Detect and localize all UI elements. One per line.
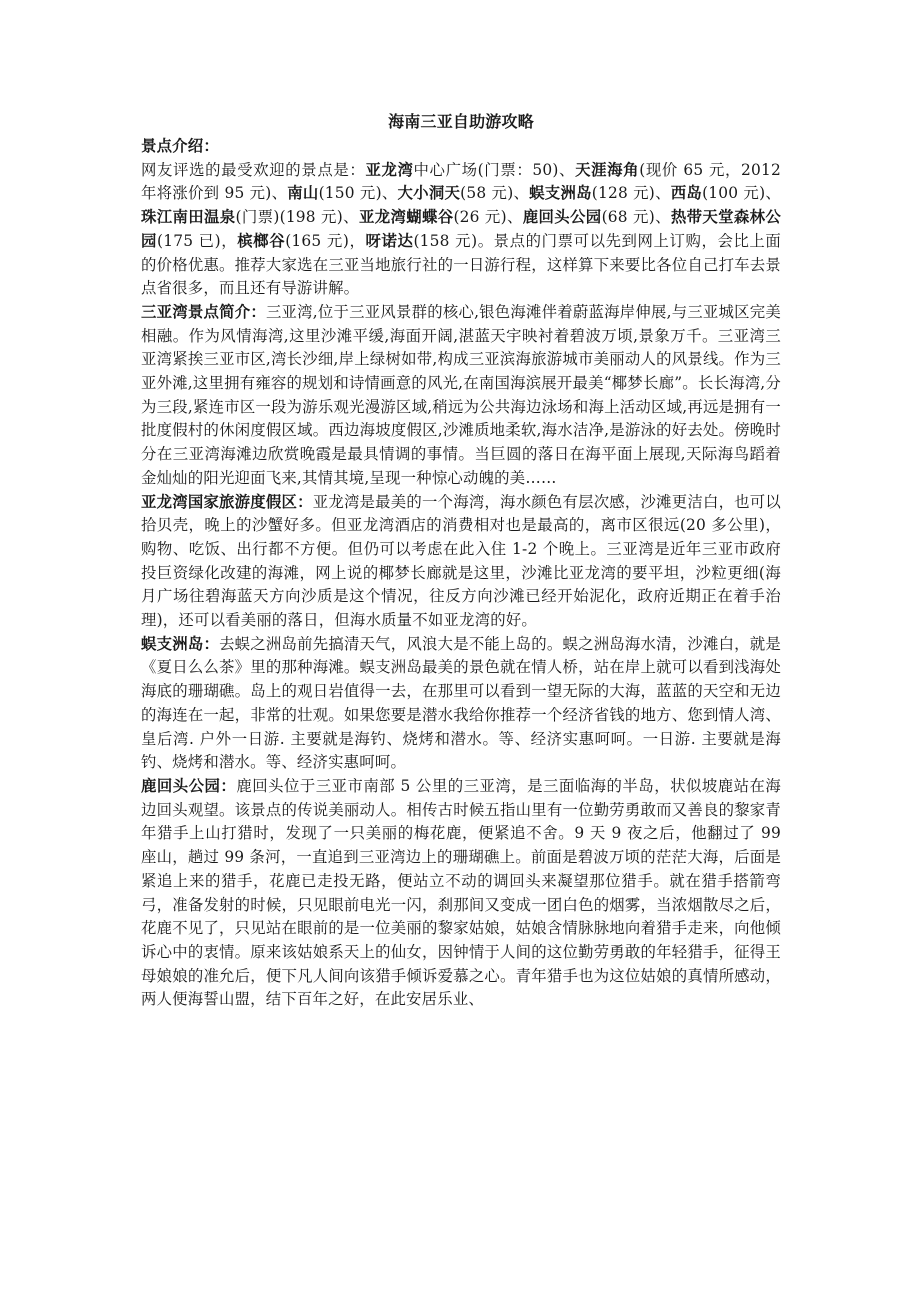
- document-title: 海南三亚自助游攻略: [388, 112, 534, 131]
- section-text: 亚龙湾是最美的一个海湾，海水颜色有层次感，沙滩更洁白，也可以拾贝壳，晚上的沙蟹好多。但亚龙湾酒店的消费相对也是最高的，离市区很远(20 多公里)，购物、吃饭、出行都不方便。但仍可以考虑在此入住 1-2 个晚上。三亚湾是近年三亚市政府投巨资绿化改建的海滩，网上说的椰梦长廊就是这里，沙滩比亚龙湾的要平坦，沙粒更细(海月广场往碧海蓝天方向沙质是这个情况，往反方向沙滩已经开始泥化，政府近期正在着手治理)，还可以看美丽的落日，但海水质量不如亚龙湾的好。: [141, 492, 781, 630]
- section-yalong-bay: [141, 491, 781, 633]
- attraction-name: 亚龙湾: [365, 160, 414, 179]
- intro-run: 中心广场(门票：50)、: [413, 160, 576, 179]
- section-text: 去蜈之洲岛前先搞清天气，风浪大是不能上岛的。蜈之洲岛海水清，沙滩白，就是《夏日么么茶》里的那种海滩。蜈支洲岛最美的景色就在情人桥，站在岸上就可以看到浅海处海底的珊瑚礁。岛上的观日岩值得一去，在那里可以看到一望无际的大海，蓝蓝的天空和无边的海连在一起，非常的壮观。如果您要是潜水我给你推荐一个经济省钱的地方、您到情人湾、皇后湾. 户外一日游. 主要就是海钓、烧烤和潜水。等、经济实惠呵呵。一日游. 主要就是海钓、烧烤和潜水。等、经济实惠呵呵。: [141, 634, 781, 772]
- intro-run: 网友评选的最受欢迎的景点是：: [141, 160, 366, 179]
- attraction-name: 亚龙湾蝴蝶谷: [358, 208, 454, 227]
- intro-run: (100 元)、: [702, 184, 781, 203]
- intro-run: (150 元)、: [318, 184, 398, 203]
- intro-run: (68 元)、: [601, 208, 671, 227]
- section-heading: 鹿回头公园：: [141, 776, 237, 795]
- intro-run: (175 已)，: [157, 231, 238, 250]
- section-sanya-bay: [141, 301, 781, 491]
- section-heading: 三亚湾景点简介：: [141, 302, 266, 321]
- intro-paragraph: [141, 135, 781, 301]
- section-luhuitou-park: [141, 775, 781, 1012]
- attraction-name: 天涯海角: [575, 160, 640, 179]
- attraction-name: 呀诺达: [365, 231, 414, 250]
- attraction-name: 蜈支洲岛: [529, 184, 592, 203]
- intro-run: (158 元)。景点的门票可以先到网上订购，会比上面的价格优惠。推荐大家选在三亚当地旅行社的一日游行程，这样算下来要比各位自己打车去景点省很多，而且还有导游讲解。: [141, 231, 782, 298]
- intro-heading: 景点介绍：: [141, 137, 219, 155]
- intro-run: (门票)(198 元)、: [235, 208, 359, 227]
- intro-text: [141, 161, 781, 298]
- attraction-name: 西岛: [670, 184, 703, 203]
- attraction-name: 珠江南田温泉: [141, 208, 236, 227]
- section-heading: 亚龙湾国家旅游度假区：: [141, 492, 313, 511]
- attraction-name: 大小洞天: [397, 184, 461, 203]
- intro-run: (现价 65 元，2012 年将涨价到 95 元)、: [141, 160, 781, 203]
- attraction-name: 热带天堂森林公园: [141, 208, 782, 250]
- section-text: 鹿回头位于三亚市南部 5 公里的三亚湾，是三面临海的半岛，状似坡鹿站在海边回头观望。该景点的传说美丽动人。相传古时候五指山里有一位勤劳勇敢而又善良的黎家青年猎手上山打猎时，发现了一只美丽的梅花鹿，便紧追不舍。9 天 9 夜之后，他翻过了 99 座山，趟过 99 条河，一直追到三亚湾边上的珊瑚礁上。前面是碧波万顷的茫茫大海，后面是紧追上来的猎手，花鹿已走投无路，便站立不动的调回头来凝望那位猎手。就在猎手搭箭弯弓，准备发射的时候，只见眼前电光一闪，刹那间又变成一团白色的烟雾，当浓烟散尽之后，花鹿不见了，只见站在眼前的是一位美丽的黎家姑娘，姑娘含情脉脉地向着猎手走来，向他倾诉心中的衷情。原来该姑娘系天上的仙女，因钟情于人间的这位勤劳勇敢的年轻猎手，征得王母娘娘的准允后，便下凡人间向该猎手倾诉爱慕之心。青年猎手也为这位姑娘的真情所感动，两人便海誓山盟，结下百年之好，在此安居乐业、: [141, 776, 781, 1009]
- intro-run: (165 元)，: [285, 231, 366, 250]
- section-text: 三亚湾,位于三亚风景群的核心,银色海滩伴着蔚蓝海岸伸展,与三亚城区完美相融。作为风情海湾,这里沙滩平缓,海面开阔,湛蓝天宇映衬着碧波万顷,景象万千。三亚湾三亚湾紧挨三亚市区,湾长沙细,岸上绿树如带,构成三亚滨海旅游城市美丽动人的风景线。作为三亚外滩,这里拥有雍容的规划和诗情画意的风光,在南国海滨展开最美“椰梦长廊”。长长海湾,分为三段,紧连市区一段为游乐观光漫游区域,稍远为公共海边泳场和海上活动区域,再远是拥有一批度假村的休闲度假区域。西边海坡度假区,沙滩质地柔软,海水洁净,是游泳的好去处。傍晚时分在三亚湾海滩边欣赏晚霞是最具情调的事情。当巨圆的落日在海平面上展现,天际海鸟蹈着金灿灿的阳光迎面飞来,其情其境,呈现一种惊心动魄的美……: [141, 302, 781, 487]
- document-body: [141, 110, 781, 1012]
- intro-run: (26 元)、: [453, 208, 523, 227]
- attraction-name: 鹿回头公园: [522, 208, 602, 227]
- intro-run: (128 元)、: [591, 184, 671, 203]
- attraction-name: 槟榔谷: [237, 231, 286, 250]
- section-heading: 蜈支洲岛：: [141, 634, 220, 653]
- intro-run: (58 元)、: [460, 184, 530, 203]
- attraction-name: 南山: [287, 184, 319, 203]
- section-wuzhizhou-island: [141, 633, 781, 775]
